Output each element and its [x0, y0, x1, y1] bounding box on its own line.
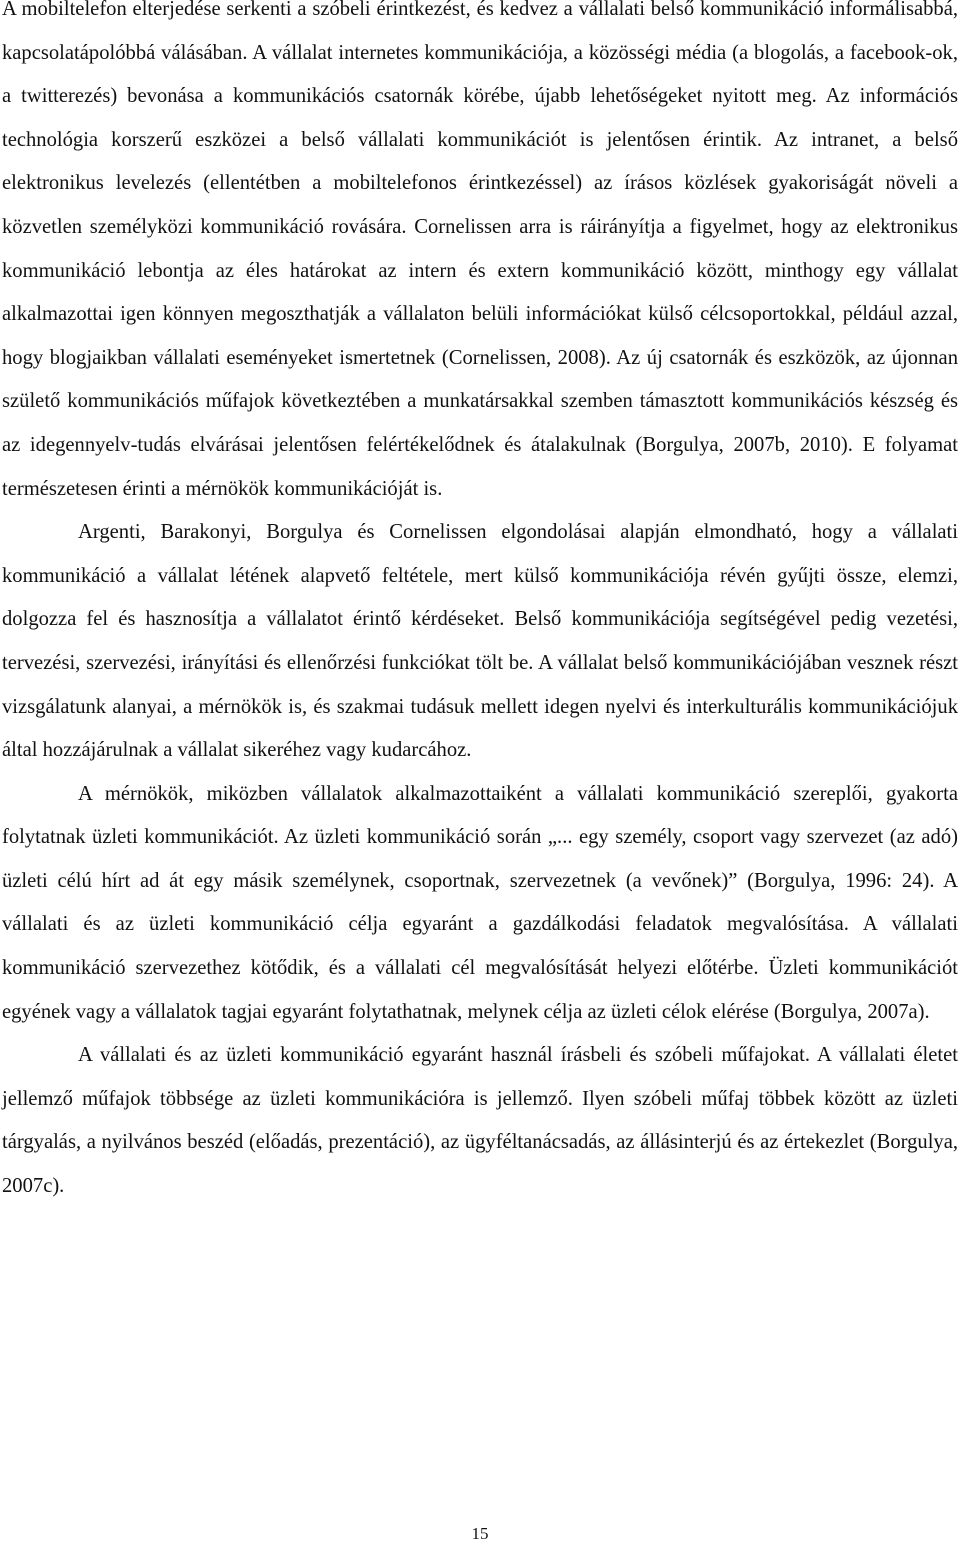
- page-number: 15: [471, 1524, 489, 1543]
- paragraph-1: A mobiltelefon elterjedése serkenti a szóbeli érintkezést, és kedvez a vállalati belső kommunikáció informálisabbá, kapcsolatápolóbbá válásában. A vállalat internetes kommunikációja, a közösségi média (a blogolás, a facebook-ok, a twitterezés) bevonása a kommunikációs csatornák körébe, újabb lehetőségeket nyitott meg. Az információs technológia korszerű eszközei a belső vállalati kommunikációt is jelentősen érintik. Az intranet, a belső elektronikus levelezés (ellentétben a mobiltelefonos érintkezéssel) az írásos közlések gyakoriságát növeli a közvetlen személyközi kommunikáció rovására. Cornelissen arra is ráirányítja a figyelmet, hogy az elektronikus kommunikáció lebontja az éles határokat az intern és extern kommunikáció között, minthogy egy vállalat alkalmazottai igen könnyen megoszthatják a vállalaton belüli információkat külső célcsoportokkal, például azzal, hogy blogjaikban vállalati eseményeket ismertetnek (Cornelissen, 2008). Az új csatornák és eszközök, az újonnan születő kommunikációs műfajok következtében a munkatársakkal szemben támasztott kommunikációs készség és az idegennyelv-tudás elvárásai jelentősen felértékelődnek és átalakulnak (Borgulya, 2007b, 2010). E folyamat természetesen érinti a mérnökök kommunikációját is.: [2, 0, 958, 500]
- paragraph-4: A vállalati és az üzleti kommunikáció egyaránt használ írásbeli és szóbeli műfajokat. A vállalati életet jellemző műfajok többsége az üzleti kommunikációra is jellemző. Ilyen szóbeli műfaj többek között az üzleti tárgyalás, a nyilvános beszéd (előadás, prezentáció), az ügyféltanácsadás, az állásinterjú és az értekezlet (Borgulya, 2007c).: [2, 1044, 958, 1198]
- paragraph-2: Argenti, Barakonyi, Borgulya és Cornelissen elgondolásai alapján elmondható, hogy a vállalati kommunikáció a vállalat létének alapvető feltétele, mert külső kommunikációja révén gyűjti össze, elemzi, dolgozza fel és hasznosítja a vállalatot érintő kérdéseket. Belső kommunikációja segítségével pedig vezetési, tervezési, szervezési, irányítási és ellenőrzési funkciókat tölt be. A vállalat belső kommunikációjában vesznek részt vizsgálatunk alanyai, a mérnökök is, és szakmai tudásuk mellett idegen nyelvi és interkulturális kommunikációjuk által hozzájárulnak a vállalat sikeréhez vagy kudarcához.: [2, 521, 958, 762]
- paragraph-3: A mérnökök, miközben vállalatok alkalmazottaiként a vállalati kommunikáció szereplői, gyakorta folytatnak üzleti kommunikációt. Az üzleti kommunikáció során „... egy személy, csoport vagy szervezet (az adó) üzleti célú hírt ad át egy másik személynek, csoportnak, szervezetnek (a vevőnek)” (Borgulya, 1996: 24). A vállalati és az üzleti kommunikáció célja egyaránt a gazdálkodási feladatok megvalósítása. A vállalati kommunikáció szervezethez kötődik, és a vállalati cél megvalósítását helyezi előtérbe. Üzleti kommunikációt egyének vagy a vállalatok tagjai egyaránt folytathatnak, melynek célja az üzleti célok elérése (Borgulya, 2007a).: [2, 782, 958, 1023]
